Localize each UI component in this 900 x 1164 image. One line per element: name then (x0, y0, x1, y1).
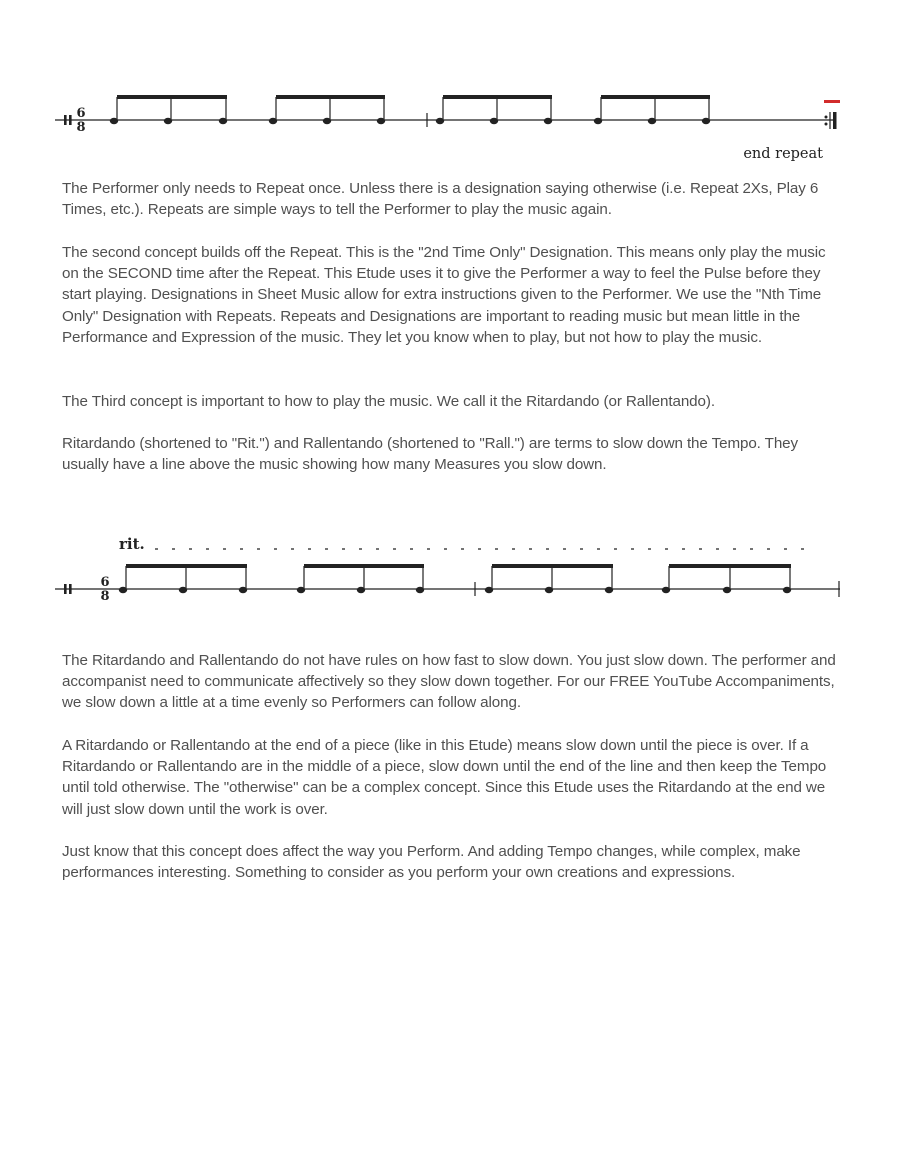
end-repeat-icon (824, 100, 840, 129)
repeat-accent-mark (824, 100, 840, 103)
paragraph-2: The second concept builds off the Repeat. This is the "2nd Time Only" Designation. This means only play the music on the SECOND time after the Repeat. This Etude uses it to give the Performer a way to feel the Pulse before they start playing. Designations in Sheet Music allow for extra instructions given to the Performer. We use the "Nth Time Only" Designation with Repeats. Repeats and Designations are important to reading music but mean little in the Performance and Expression of the music. They let you know when to play, but not how to play the music. (62, 244, 826, 346)
time-sig-top: 6 (100, 575, 110, 590)
time-sig-bottom: 8 (76, 120, 86, 135)
rhythm-staff-repeat (55, 80, 845, 170)
percussion-clef-icon (64, 115, 67, 125)
time-sig-top: 6 (76, 106, 86, 121)
paragraph-6: A Ritardando or Rallentando at the end of a piece (like in this Etude) means slow down until the piece is over. If a Ritardando or Rallentando are in the middle of a piece, slow down until the end of the line and then keep the Tempo until told otherwise. The "otherwise" can be a complex concept. Since this Etude uses the Ritardando at the end we will just slow down until the work is over. (62, 737, 827, 818)
time-sig-bottom: 8 (100, 589, 110, 604)
paragraph-1: The Performer only needs to Repeat once. Unless there is a designation saying otherwise (i.e. Repeat 2Xs, Play 6 Times, etc.). Repeats are simple ways to tell the Performer to play the music again. (62, 180, 819, 219)
percussion-clef-icon (64, 584, 67, 594)
ritardando-label: rit. (119, 535, 145, 553)
paragraph-4: Ritardando (shortened to "Rit.") and Rallentando (shortened to "Rall.") are terms to slow down the Tempo. They usually have a line above the music showing how many Measures you slow down. (62, 435, 799, 474)
rhythm-staff-ritardando (55, 530, 845, 620)
staff-1-notation (55, 80, 845, 170)
staff-2-notation (55, 530, 845, 620)
paragraph-3: The Third concept is important to how to play the music. We call it the Ritardando (or Rallentando). (62, 393, 715, 410)
paragraph-7: Just know that this concept does affect the way you Perform. And adding Tempo changes, while complex, make performances interesting. Something to consider as you perform your own creations and expressions. (62, 843, 801, 882)
paragraph-5: The Ritardando and Rallentando do not have rules on how fast to slow down. You just slow down. The performer and accompanist need to communicate affectively so they slow down together. For our FREE YouTube Accompaniments, we slow down a little at a time evenly so Performers can follow along. (62, 652, 836, 712)
end-repeat-label: end repeat (743, 146, 823, 162)
